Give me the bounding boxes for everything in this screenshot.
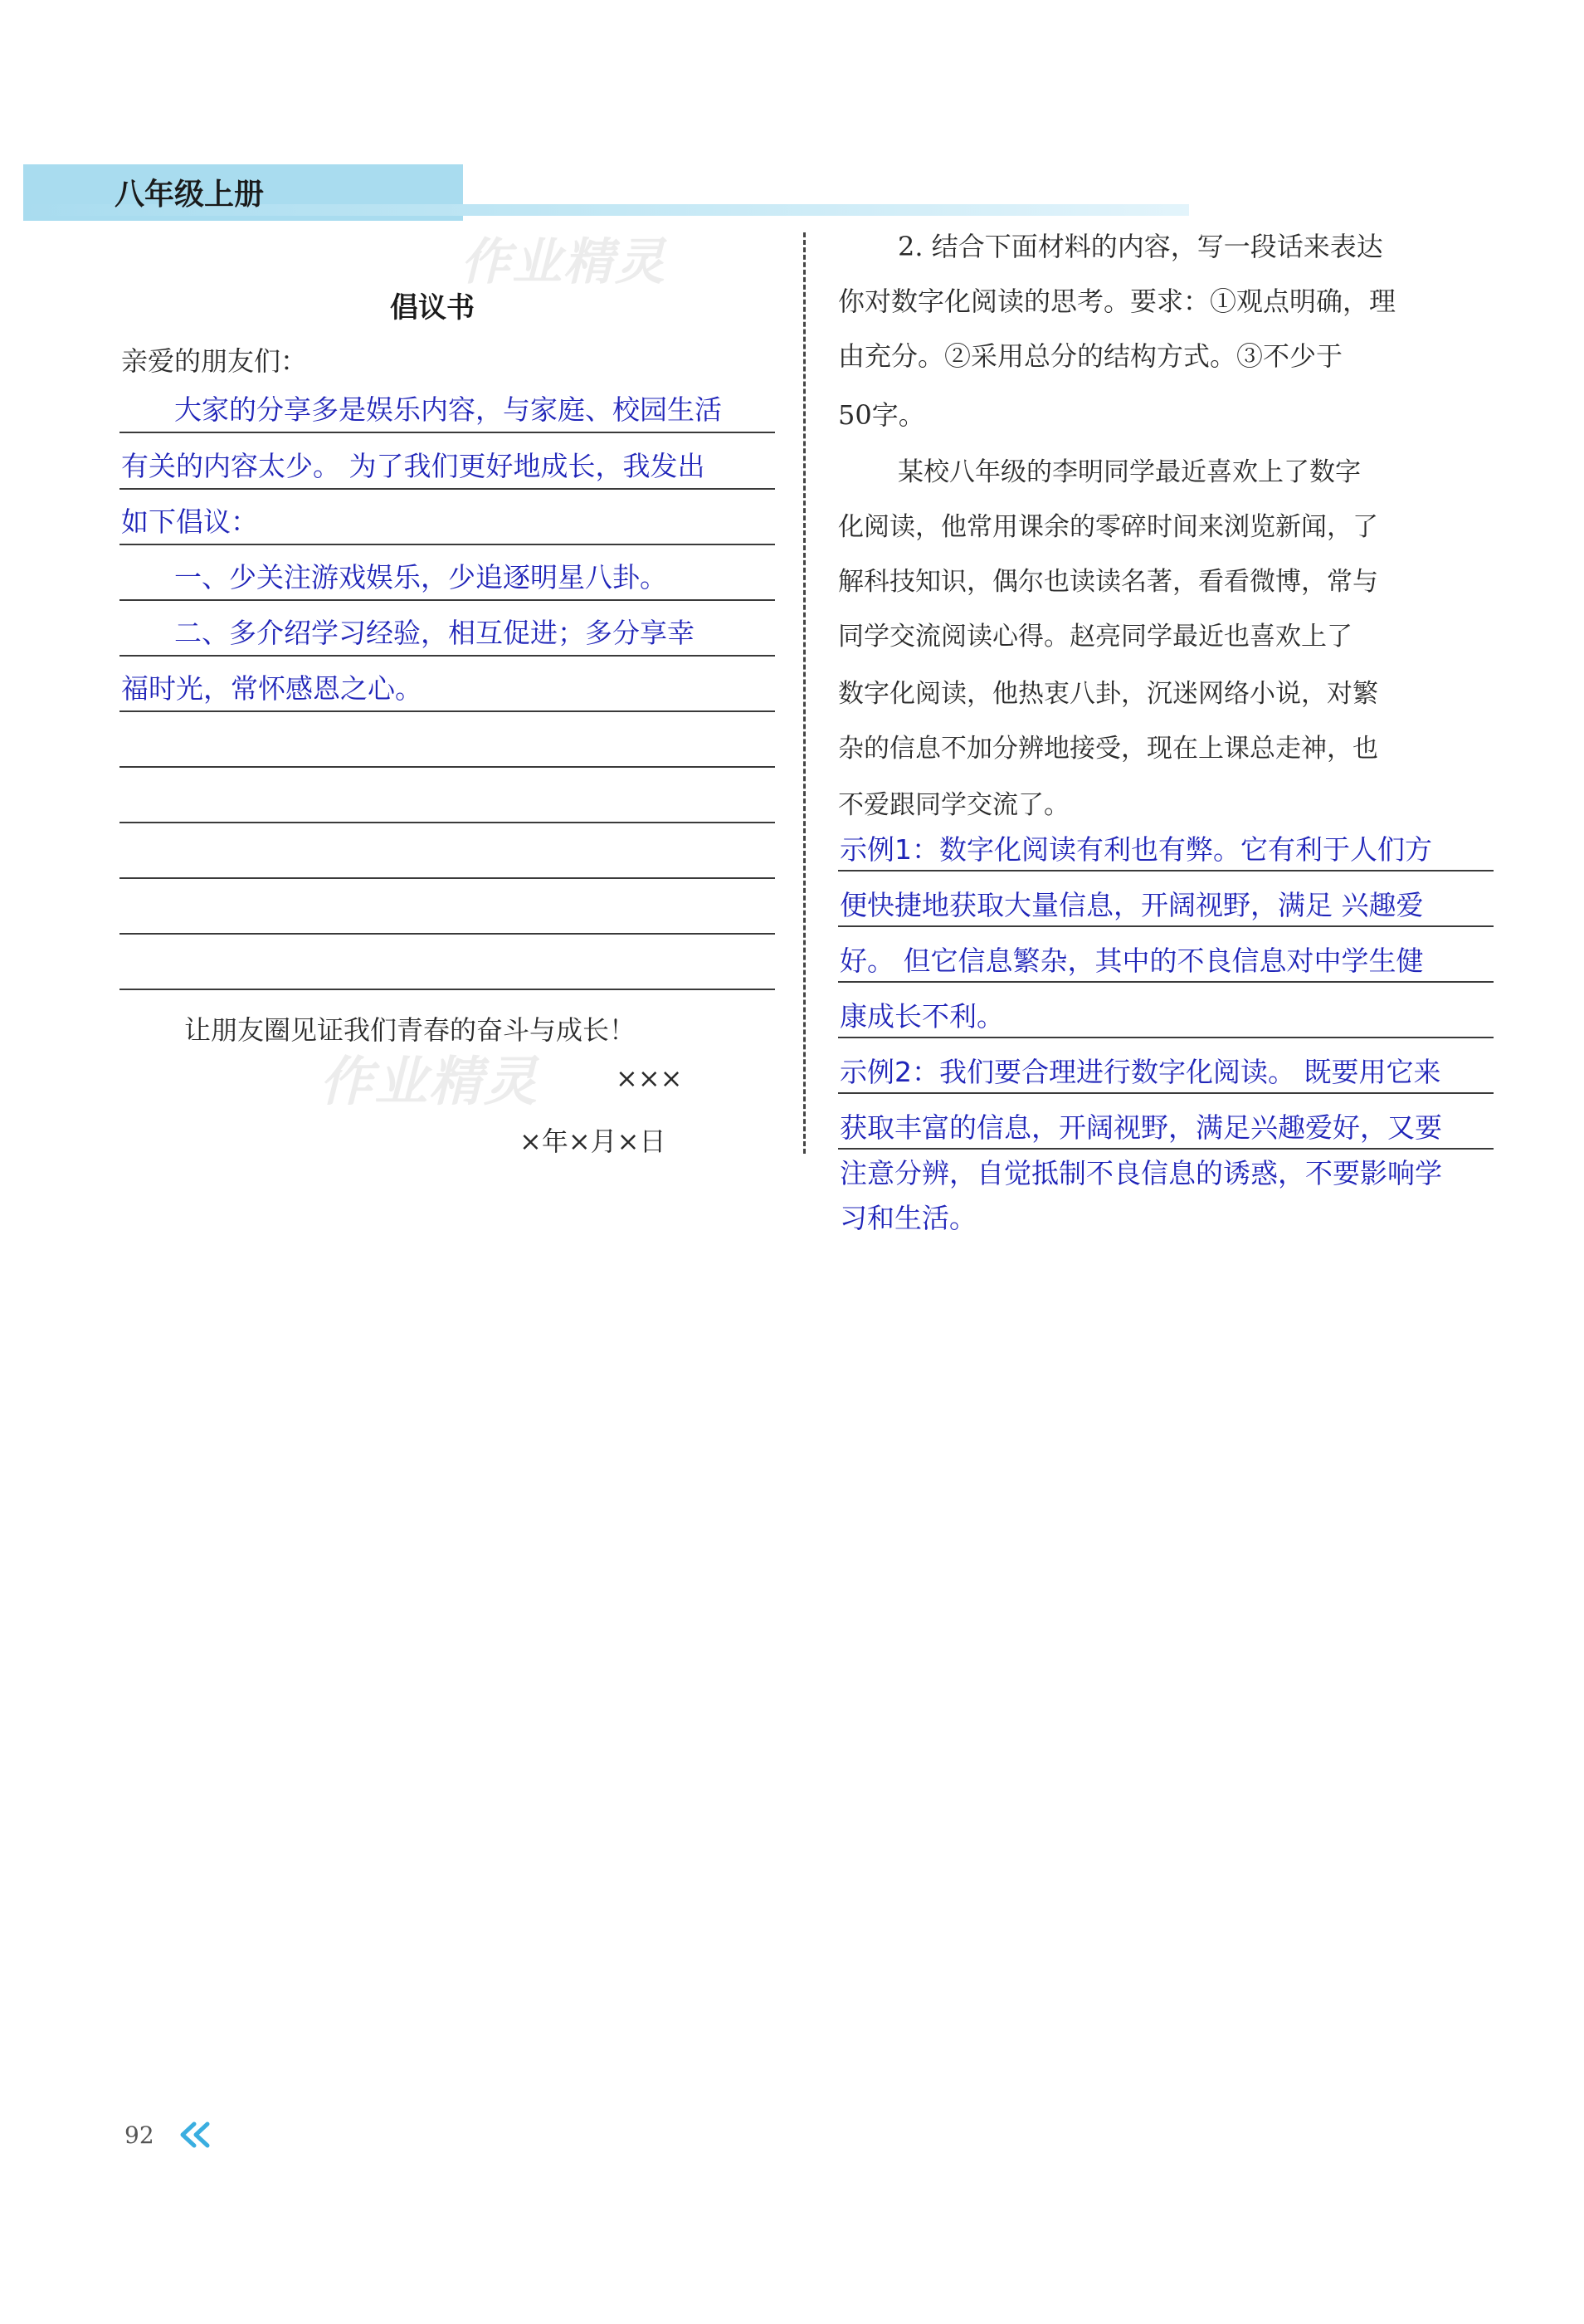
- ruled-line: [838, 981, 1494, 983]
- handwritten-line: 一、少关注游戏娱乐，少追逐明星八卦。: [174, 561, 667, 593]
- ruled-line: [838, 925, 1494, 927]
- material-line: 数字化阅读，他热衷八卦，沉迷网络小说，对繁: [838, 679, 1378, 709]
- answer-line: 示例1：数字化阅读有利也有弊。它有利于人们方: [840, 833, 1432, 866]
- answer-line: 获取丰富的信息，开阔视野，满足兴趣爱好，又要: [840, 1111, 1442, 1144]
- handwritten-line: 二、多介绍学习经验，相互促进；多分享幸: [174, 617, 695, 649]
- ruled-line: [838, 1148, 1494, 1150]
- double-chevron-left-icon: [176, 2121, 214, 2152]
- handwritten-line: 福时光，常怀感恩之心。: [121, 672, 422, 705]
- page-header-title: 八年级上册: [115, 178, 265, 212]
- watermark: 作业精灵: [319, 1052, 539, 1113]
- watermark: 作业精灵: [461, 233, 666, 291]
- proposal-title: 倡议书: [390, 291, 475, 325]
- ruled-line: [119, 432, 775, 433]
- handwritten-line: 如下倡议：: [121, 505, 258, 538]
- ruled-line: [119, 933, 775, 935]
- closing-line: 让朋友圈见证我们青春的奋斗与成长！: [184, 1014, 636, 1046]
- answer-line: 康成长不利。: [840, 1000, 1004, 1033]
- ruled-line: [119, 877, 775, 879]
- ruled-line: [119, 544, 775, 545]
- question-line: 由充分。②采用总分的结构方式。③不少于: [838, 340, 1343, 372]
- material-line: 杂的信息不加分辨地接受，现在上课总走神，也: [838, 734, 1378, 764]
- answer-line: 注意分辨，自觉抵制不良信息的诱惑，不要影响学: [840, 1157, 1442, 1189]
- ruled-line: [838, 1092, 1494, 1094]
- material-line: 不爱跟同学交流了。: [838, 790, 1070, 820]
- question-line: 你对数字化阅读的思考。要求：①观点明确，理: [838, 286, 1396, 317]
- ruled-line: [119, 488, 775, 490]
- material-line: 某校八年级的李明同学最近喜欢上了数字: [898, 457, 1361, 487]
- ruled-line: [119, 655, 775, 657]
- answer-line: 习和生活。: [840, 1202, 977, 1234]
- material-line: 解科技知识，偶尔也读读名著，看看微博，常与: [838, 567, 1378, 597]
- column-divider: [803, 232, 806, 1154]
- material-line: 化阅读，他常用课余的零碎时间来浏览新闻，了: [838, 512, 1378, 542]
- question-line: 50字。: [838, 399, 925, 431]
- answer-line: 便快捷地获取大量信息，开阔视野，满足 兴趣爱: [840, 889, 1424, 921]
- answer-line: 好。 但它信息繁杂，其中的不良信息对中学生健: [840, 945, 1424, 977]
- ruled-line: [838, 870, 1494, 872]
- ruled-line: [119, 989, 775, 990]
- ruled-line: [119, 766, 775, 768]
- question-line: 2. 结合下面材料的内容，写一段话来表达: [898, 231, 1383, 262]
- date-line: ×年×月×日: [519, 1125, 666, 1157]
- answer-line: 示例2：我们要合理进行数字化阅读。 既要用它来: [840, 1056, 1441, 1088]
- ruled-line: [119, 710, 775, 712]
- ruled-line: [119, 599, 775, 601]
- handwritten-line: 有关的内容太少。 为了我们更好地成长，我发出: [121, 450, 705, 482]
- handwritten-line: 大家的分享多是娱乐内容，与家庭、校园生活: [174, 393, 722, 426]
- page-number: 92: [124, 2121, 154, 2149]
- ruled-line: [119, 822, 775, 823]
- material-line: 同学交流阅读心得。赵亮同学最近也喜欢上了: [838, 622, 1352, 652]
- salutation: 亲爱的朋友们：: [121, 345, 308, 377]
- ruled-line: [838, 1037, 1494, 1038]
- signature: ×××: [616, 1062, 683, 1094]
